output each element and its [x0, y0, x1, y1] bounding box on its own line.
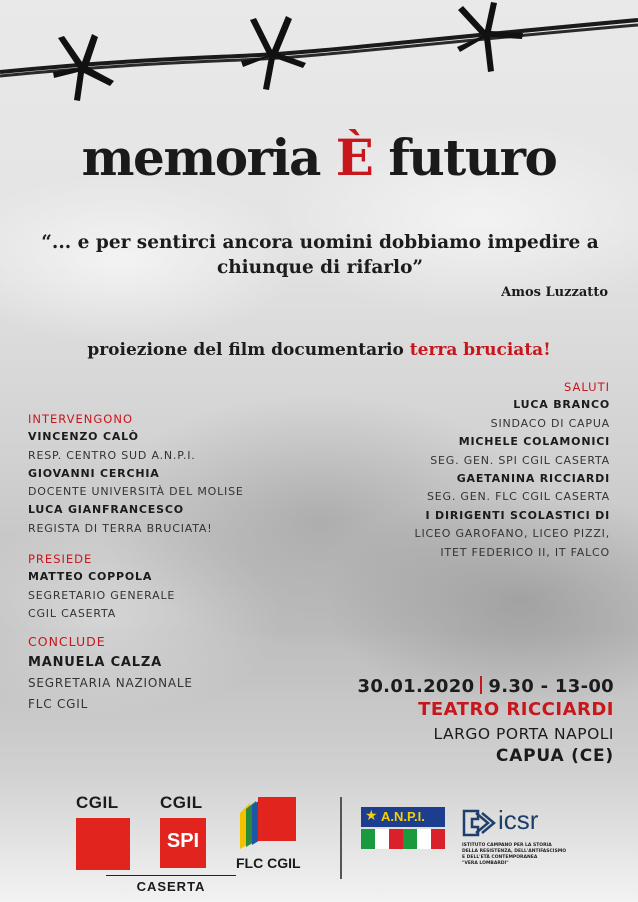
event-time: 9.30 - 13-00 — [488, 676, 614, 697]
icsr-caption-line: DELLA RESISTENZA, DELL'ANTIFASCISMO — [462, 849, 567, 854]
barbed-wire-illustration — [0, 0, 638, 110]
greeting-line: SEG. GEN. FLC CGIL CASERTA — [426, 490, 610, 504]
flc-emblem — [236, 797, 296, 849]
flc-logo-text: FLC CGIL — [236, 855, 301, 871]
cgil-red-square — [76, 818, 130, 870]
flc-logo — [236, 797, 301, 871]
greeting-line: MICHELE COLAMONICI — [458, 435, 610, 449]
caserta-label: CASERTA — [136, 879, 206, 894]
intervengono-label: INTERVENGONO — [28, 412, 133, 426]
icsr-emblem — [462, 807, 498, 837]
speaker-name: LUCA GIANFRANCESCO — [28, 503, 184, 517]
spi-red-square — [160, 818, 206, 868]
event-city: CAPUA (CE) — [495, 746, 614, 766]
projection-text: proiezione del film documentario — [87, 340, 410, 360]
quote-text: “... e per sentirci ancora uomini dobbiamo impedire a chiunque di rifarlo” — [41, 232, 599, 278]
speaker-role: DOCENTE UNIVERSITÀ DEL MOLISE — [28, 485, 244, 499]
closer-org: FLC CGIL — [28, 696, 89, 711]
event-date: 30.01.2020 — [357, 676, 475, 697]
speaker-role: REGISTA DI TERRA BRUCIATA! — [28, 521, 213, 535]
logo-divider — [340, 797, 342, 879]
anpi-flag-stripes — [361, 829, 445, 849]
icsr-caption-line: ISTITUTO CAMPANO PER LA STORIA — [462, 843, 552, 848]
greeting-line: GAETANINA RICCIARDI — [456, 471, 610, 485]
speakers-column — [28, 410, 244, 715]
speaker-role: RESP. CENTRO SUD A.N.P.I. — [28, 448, 196, 462]
anpi-logo-text: A.N.P.I. — [381, 809, 425, 824]
presiede-label: PRESIEDE — [28, 552, 93, 567]
greeting-line: LICEO GAROFANO, LICEO PIZZI, — [414, 527, 610, 541]
chair-org: CGIL CASERTA — [28, 606, 117, 620]
chair-role: SEGRETARIO GENERALE — [28, 588, 176, 602]
title-accent: È — [335, 128, 373, 187]
greeting-line: SEG. GEN. SPI CGIL CASERTA — [430, 453, 610, 467]
projection-line — [0, 340, 638, 360]
speaker-name: GIOVANNI CERCHIA — [28, 466, 160, 480]
star-icon: ★ — [365, 808, 378, 824]
icsr-caption-line: "VERA LOMBARDI" — [462, 861, 509, 866]
event-venue: TEATRO RICCIARDI — [418, 699, 614, 720]
date-separator — [480, 676, 482, 694]
greeting-line: ITET FEDERICO II, IT FALCO — [440, 545, 610, 559]
film-title: terra bruciata! — [409, 340, 551, 360]
anpi-logo — [361, 807, 445, 849]
greetings-column — [415, 378, 610, 562]
event-address: LARGO PORTA NAPOLI — [433, 725, 614, 743]
cgil-logo-text: CGIL — [76, 793, 119, 812]
icsr-caption — [462, 843, 602, 867]
speaker-name: VINCENZO CALÒ — [28, 430, 139, 444]
quote-author: Amos Luzzatto — [501, 285, 608, 300]
closer-name: MANUELA CALZA — [28, 654, 162, 670]
cgil-logo — [76, 793, 130, 870]
title-part-2: futuro — [372, 128, 557, 187]
conclude-label: CONCLUDE — [28, 634, 106, 650]
spi-logo-text: SPI — [166, 830, 200, 852]
event-datetime — [358, 676, 614, 697]
icsr-caption-line: E DELL'ETÀ CONTEMPORANEA — [462, 855, 538, 860]
title-part-1: memoria — [81, 128, 336, 187]
caserta-divider — [106, 875, 236, 876]
saluti-label: SALUTI — [563, 380, 610, 394]
greeting-line: SINDACO DI CAPUA — [490, 416, 610, 430]
logo-bar — [0, 785, 638, 902]
anpi-banner — [361, 807, 445, 827]
chair-name: MATTEO COPPOLA — [28, 570, 153, 584]
spi-logo-top-text: CGIL — [160, 793, 203, 812]
closer-role: SEGRETARIA NAZIONALE — [28, 675, 193, 690]
event-info — [358, 676, 614, 766]
greeting-line: I DIRIGENTI SCOLASTICI DI — [425, 508, 610, 522]
poster-title — [0, 128, 638, 188]
icsr-logo-text: icsr — [498, 805, 539, 835]
spi-logo — [160, 793, 206, 868]
greeting-line: LUCA BRANCO — [513, 398, 610, 412]
